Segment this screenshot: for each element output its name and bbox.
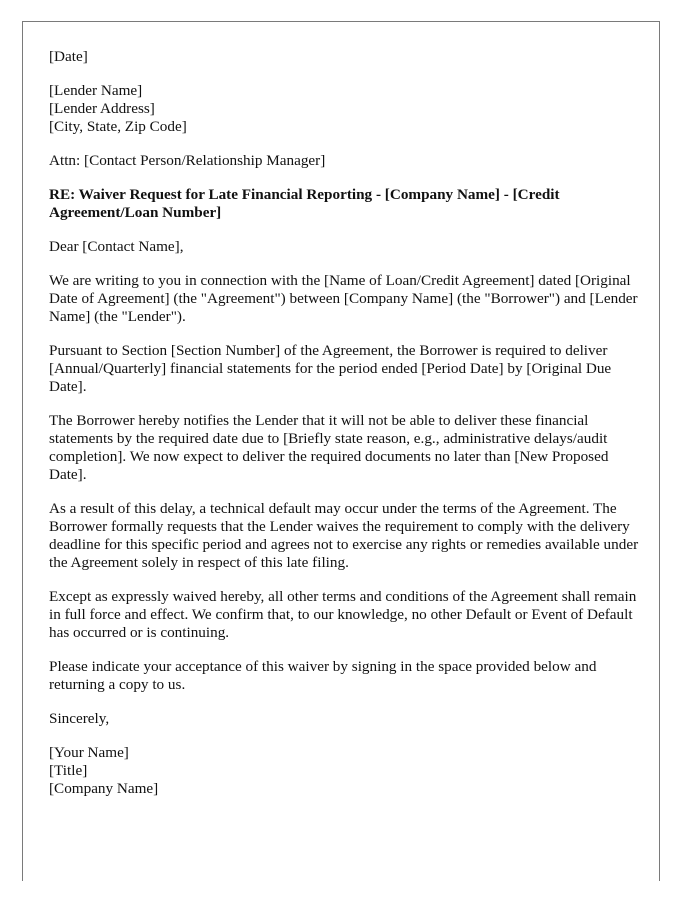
date-block — [49, 48, 639, 66]
letter-body — [49, 48, 639, 814]
signature-block — [49, 744, 639, 798]
lender-name: [Lender Name] — [49, 82, 143, 99]
recipient-address-block — [49, 82, 639, 136]
lender-address: [Lender Address] — [49, 100, 155, 117]
paragraph-acceptance-request: Please indicate your acceptance of this waiver by signing in the space provided below and returning a copy to us. — [49, 658, 597, 693]
attn-text: Attn: [Contact Person/Relationship Manager] — [49, 152, 326, 169]
paragraph-delay-notice: The Borrower hereby notifies the Lender that it will not be able to deliver these financial statements by the required date due to [Briefly state reason, e.g., administrative delays/audit completion]. We now expect to deliver the required documents no later than [New Proposed Date]. — [49, 412, 609, 483]
signer-company: [Company Name] — [49, 780, 159, 797]
signer-title: [Title] — [49, 762, 88, 779]
salutation-block — [49, 238, 639, 256]
subject-line: RE: Waiver Request for Late Financial Reporting - [Company Name] - [Credit Agreement/Loan Number] — [49, 186, 560, 221]
paragraph-other-terms: Except as expressly waived hereby, all other terms and conditions of the Agreement shall remain in full force and effect. We confirm that, to our knowledge, no other Default or Event of Default has occurred or is continuing. — [49, 588, 637, 641]
paragraph-waiver-request: As a result of this delay, a technical default may occur under the terms of the Agreement. The Borrower formally requests that the Lender waives the requirement to comply with the delivery deadline for this specific period and agrees not to exercise any rights or remedies available under the Agreement solely in respect of this late filing. — [49, 500, 639, 571]
letter-date: [Date] — [49, 48, 88, 65]
closing: Sincerely, — [49, 710, 110, 727]
salutation: Dear [Contact Name], — [49, 238, 184, 255]
paragraph-agreement-reference: We are writing to you in connection with the [Name of Loan/Credit Agreement] dated [Original Date of Agreement] (the "Agreement") between [Company Name] (the "Borrower") and [Lender Name] (the "Lender"). — [49, 272, 638, 325]
paragraph-reporting-obligation: Pursuant to Section [Section Number] of the Agreement, the Borrower is required to deliver [Annual/Quarterly] financial statements for the period ended [Period Date] by [Original Due Date]. — [49, 342, 612, 395]
attention-line — [49, 152, 639, 170]
lender-city-state-zip: [City, State, Zip Code] — [49, 118, 187, 135]
closing-block — [49, 710, 639, 728]
signer-name: [Your Name] — [49, 744, 129, 761]
